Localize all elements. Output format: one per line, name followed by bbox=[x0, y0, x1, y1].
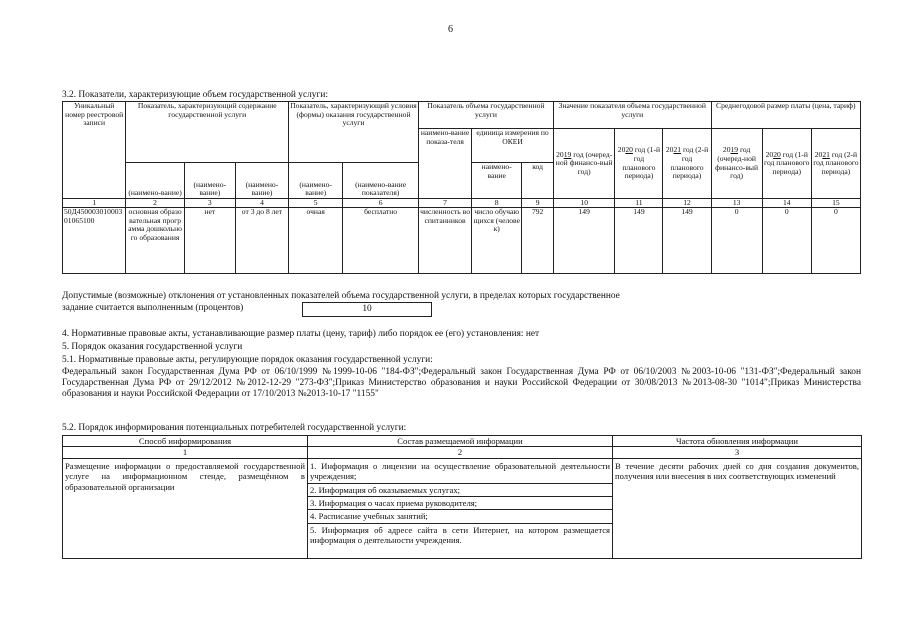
column-number: 11 bbox=[615, 199, 663, 208]
info-item: 1. Информация о лицензии на осуществление образовательной деятельности учреждения; bbox=[308, 459, 612, 484]
header-unit-name: наимено-вание bbox=[472, 163, 522, 199]
column-number: 1 bbox=[63, 199, 126, 208]
header-price-year-1: 2019 год (очеред-ной финансо-вый год) bbox=[711, 129, 762, 199]
cell-value-year-1: 149 bbox=[554, 208, 615, 274]
column-number: 2 bbox=[308, 447, 613, 458]
cell-form: очная bbox=[289, 208, 343, 274]
cell-value-year-2: 149 bbox=[615, 208, 663, 274]
cell-method: Размещение информации о предоставляемой государственной услуге на информационном стенде, размещённом в образовательной организации bbox=[63, 458, 308, 558]
table-row bbox=[63, 208, 861, 274]
cell-price-year-3: 0 bbox=[811, 208, 860, 274]
cell-unit-code: 792 bbox=[522, 208, 554, 274]
header-composition: Состав размещаемой информации bbox=[308, 436, 613, 447]
column-number: 12 bbox=[663, 199, 711, 208]
deviation-text-2: задание считается выполненным (процентов) bbox=[62, 303, 244, 313]
info-item: 2. Информация об оказываемых услугах; bbox=[308, 484, 612, 497]
column-number: 1 bbox=[63, 447, 308, 458]
deviation-percent-box: 10 bbox=[302, 302, 432, 317]
cell-composition bbox=[308, 458, 613, 558]
column-number: 2 bbox=[126, 199, 184, 208]
section-3-2-title: 3.2. Показатели, характеризующие объем государственной услуги: bbox=[62, 90, 328, 100]
header-conditions: Показатель, характеризующий условия (формы) оказания государственной услуги bbox=[289, 102, 419, 163]
cell-price-year-1: 0 bbox=[711, 208, 762, 274]
header-volume-name: наимено-вание показа-теля bbox=[418, 129, 471, 199]
column-number: 14 bbox=[762, 199, 811, 208]
column-number: 7 bbox=[418, 199, 471, 208]
cell-unit-name: число обучающихся (человек) bbox=[472, 208, 522, 274]
cell-program: основная образовательная программа дошкольного образования bbox=[126, 208, 184, 274]
column-number: 4 bbox=[235, 199, 288, 208]
header-content-name-3: (наимено-вание) bbox=[235, 163, 288, 199]
header-unit: единица измерения по ОКЕИ bbox=[472, 129, 554, 163]
column-number: 3 bbox=[613, 447, 862, 458]
table-row bbox=[63, 458, 862, 558]
info-item: 5. Информация об адресе сайта в сети Интернет, на котором размещается информация о деятельности учреждения. bbox=[310, 524, 610, 546]
header-year-1: 2019 год (очеред-ной финансо-вый год) bbox=[554, 129, 615, 199]
section-5: 5. Порядок оказания государственной услуги bbox=[62, 342, 243, 352]
header-year-2: 2020 год (1-й год планового периода) bbox=[615, 129, 663, 199]
header-price-year-2: 2020 год (1-й год планового периода) bbox=[762, 129, 811, 199]
info-item: 4. Расписание учебных занятий; bbox=[308, 510, 612, 523]
header-condition-name-2: (наимено-вание показателя) bbox=[343, 163, 419, 199]
header-content-name-2: (наимено-вание) bbox=[184, 163, 235, 199]
section-5-1-title: 5.1. Нормативные правовые акты, регулирующие порядок оказания государственной услуги: bbox=[62, 355, 433, 365]
volume-indicators-table bbox=[62, 101, 861, 274]
cell-price-year-2: 0 bbox=[762, 208, 811, 274]
header-price-year-3: 2021 год (2-й год планового периода) bbox=[811, 129, 860, 199]
cell-payment: бесплатно bbox=[343, 208, 419, 274]
cell-unique-number: 50Д45000301000301065100 bbox=[63, 208, 126, 274]
cell-content-2: нет bbox=[184, 208, 235, 274]
column-number: 9 bbox=[522, 199, 554, 208]
header-condition-name-1: (наимено-вание) bbox=[289, 163, 343, 199]
header-price: Среднегодовой размер платы (цена, тариф) bbox=[711, 102, 860, 129]
cell-value-year-3: 149 bbox=[663, 208, 711, 274]
section-4: 4. Нормативные правовые акты, устанавливающие размер платы (цену, тариф) либо порядок ее (его) установления: нет bbox=[62, 329, 540, 339]
cell-age: от 3 до 8 лет bbox=[235, 208, 288, 274]
column-number: 3 bbox=[184, 199, 235, 208]
column-number: 6 bbox=[343, 199, 419, 208]
page-number: 6 bbox=[448, 24, 453, 35]
section-5-1-text: Федеральный закон Государственная Дума РФ от 06/10/1999 №1999-10-06 "184-ФЗ";Федеральный закон Государственная Дума РФ от 06/10/2003 №2003-10-06 "131-ФЗ";Федеральный закон Государственная Дума РФ от 29/12/2012 №2012-12-29 "273-ФЗ";Приказ Министерство образования и науки Российской Федерации от 30/08/2013 №2013-08-30 "1014";Приказ Министерства образования и науки Российской Федерации от 17/10/2013 №2013-10-17 "1155" bbox=[62, 367, 861, 400]
deviation-text: Допустимые (возможные) отклонения от установленных показателей объема государственной услуги, в пределах которых государственное bbox=[62, 291, 620, 301]
header-volume: Показатель объема государственной услуги bbox=[418, 102, 553, 129]
header-value: Значение показателя объема государственной услуги bbox=[554, 102, 712, 129]
column-number: 8 bbox=[472, 199, 522, 208]
header-content: Показатель, характеризующий содержание государственной услуги bbox=[126, 102, 289, 163]
column-number: 15 bbox=[811, 199, 860, 208]
cell-indicator-name: численность воспитанников bbox=[418, 208, 471, 274]
column-number: 13 bbox=[711, 199, 762, 208]
header-unique-number: Уникальный номер реестровой записи bbox=[63, 102, 126, 199]
info-item: 3. Информация о часах приема руководителя; bbox=[308, 497, 612, 510]
header-year-3: 2021 год (2-й год планового периода) bbox=[663, 129, 711, 199]
section-5-2-title: 5.2. Порядок информирования потенциальных потребителей государственной услуги: bbox=[62, 423, 407, 433]
header-content-name-1: (наимено-вание) bbox=[126, 163, 184, 199]
header-method: Способ информирования bbox=[63, 436, 308, 447]
column-number: 5 bbox=[289, 199, 343, 208]
header-frequency: Частота обновления информации bbox=[613, 436, 862, 447]
cell-frequency: В течение десяти рабочих дней со дня создания документов, получения или внесения в них соответствующих изменений bbox=[613, 458, 862, 558]
informing-table bbox=[62, 435, 862, 559]
column-number: 10 bbox=[554, 199, 615, 208]
header-unit-code: код bbox=[522, 163, 554, 199]
